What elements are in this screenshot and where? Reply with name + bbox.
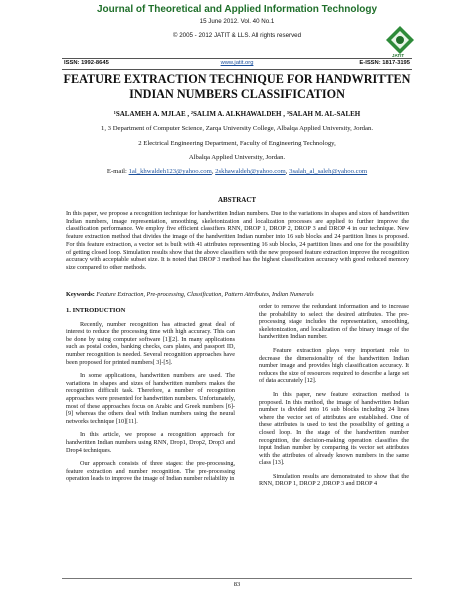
paper-title (62, 72, 412, 102)
affiliation-2-line-2: Albalqa Applied University, Jordan. (188, 154, 286, 161)
paragraph: In this paper, new feature extraction method is proposed. In this method, the image of handwritten Indian number is divided into 16 sub blocks including 24 lines where the vector set of attributes are established. One of these attributes is used to test the possibility of getting a closed loop. In the stage of the handwritten number recognition, the decision-making operation classifies the input Indian number by comparing its vector set attributes with the attributes of already known numbers in the same class [13]. (259, 390, 409, 467)
footer-divider (62, 578, 412, 579)
abstract-heading: ABSTRACT (217, 196, 257, 204)
paragraph: Feature extraction plays very important role to decrease the dimensionality of the handwritten Indian number image and provides high classification accuracy. It reduces the size of resources required to describe a large set of data accurately [12]. (259, 346, 409, 385)
paper-title-line-2: INDIAN NUMBERS CLASSIFICATION (129, 87, 345, 101)
affiliation-2-line-1: 2 Electrical Engineering Department, Faculty of Engineering Technology, (138, 140, 336, 147)
keywords-label: Keywords: (66, 291, 95, 298)
paper-title-line-1: FEATURE EXTRACTION TECHNIQUE FOR HANDWRITTEN (63, 72, 411, 86)
paragraph: Our approach consists of three stages: the pre-processing, feature extraction and number recognition. The pre-processing operation leads to improve the image of Indian number reliability in (66, 460, 235, 483)
author-list: ¹SALAMEH A. MJLAE , ²SALIM A. ALKHAWALDEH , ³SALAH M. AL-SALEH (113, 110, 361, 118)
logo-text: JATIT (392, 53, 405, 58)
issn-strip (62, 58, 412, 70)
paragraph: In this article, we propose a recognition approach for handwritten Indian numbers using RNN, Drop1, Drop2, Drop3 and Drop4 techniques. (66, 431, 235, 454)
copyright-notice: © 2005 - 2012 JATIT & LLS. All rights reserved (172, 32, 302, 39)
journal-title: Journal of Theoretical and Applied Information Technology (96, 4, 377, 15)
issn-online: E-ISSN: 1817-3195 (359, 60, 410, 66)
left-column (66, 303, 235, 489)
paragraph: In some applications, handwritten numbers are used. The variations in shapes and sizes of handwritten numbers makes the recognition difficult task. Therefore, a number of recognition approaches were presented for handwritten numbers. Unfortunately, most of these approaches focus on Arabic and Greek numbers [6]-[9] whereas the others deal with Indian numbers using the neural networks technique [10][11]. (66, 372, 235, 425)
email-link-3[interactable]: 3salah_al_saleh@yahoo.com (289, 168, 368, 175)
journal-website-link[interactable]: www.jatit.org (220, 60, 254, 66)
page-number: 83 (233, 581, 241, 588)
paragraph: order to remove the redundant information and to increase the probability to select the desired attributes. The pre-processing stage includes the representation, smoothing, skeletonization, and localization of the binary image of the handwritten Indian number. (259, 303, 409, 341)
abstract-text: In this paper, we propose a recognition technique for handwritten Indian numbers. Due to the variations in shapes and sizes of handwritten Indian numbers, image representation, smoothing, skeletonization and localization processes are applied to further improve the classification performance. We employ five efficient classifiers RNN, DROP 1, DROP 2, DROP 3 and DROP 4 in our technique. New feature extraction method that divides the image of the handwritten Indian number into 16 sub blocks and 24 partition lines is proposed. For this feature extraction, a vector set is built with 41 attributes representing 16 sub blocks, 24 partition lines and one for the possibility of getting closed loop. Simulation results show that the above classifiers with the new proposed feature extraction improve the recognition accuracy with acceptable subset size. It is noted that DROP 3 method has the highest classification accuracy with good reduced memory size compared to other methods. (66, 210, 409, 271)
email-link-1[interactable]: 1al_khwaldeh123@yahoo.com (128, 168, 212, 175)
right-column (259, 303, 409, 494)
issue-info: 15 June 2012. Vol. 40 No.1 (199, 18, 275, 25)
section-heading-introduction: 1. INTRODUCTION (66, 307, 126, 314)
affiliation-1: 1, 3 Department of Computer Science, Zarqa University College, Albalqa Applied University, Jordan. (100, 125, 373, 132)
issn-print: ISSN: 1992-8645 (64, 60, 109, 66)
email-label: E-mail: (106, 168, 129, 175)
paragraph: Recently, number recognition has attracted great deal of interest to reduce the processing time with high accuracy. This can be done by using computer software [1][2]. In many applications such as postal codes, banking checks, cars plates, and passport ID, number recognition is needed. Several recognition approaches have been proposed for printed numbers[ 3]-[5]. (66, 320, 235, 366)
email-line: E-mail: 1al_khwaldeh123@yahoo.com, 2skhawaldeh@yahoo.com, 3salah_al_saleh@yahoo.com (106, 168, 368, 175)
paragraph: Simulation results are demonstrated to show that the RNN, DROP 1, DROP 2 ,DROP 3 and DROP 4 (259, 472, 409, 488)
email-link-2[interactable]: 2skhawaldeh@yahoo.com (215, 168, 286, 175)
keywords (66, 291, 409, 299)
keywords-text: Feature Extraction, Pre-processing, Classification, Pattern Attributes, Indian Numerals (96, 291, 314, 298)
